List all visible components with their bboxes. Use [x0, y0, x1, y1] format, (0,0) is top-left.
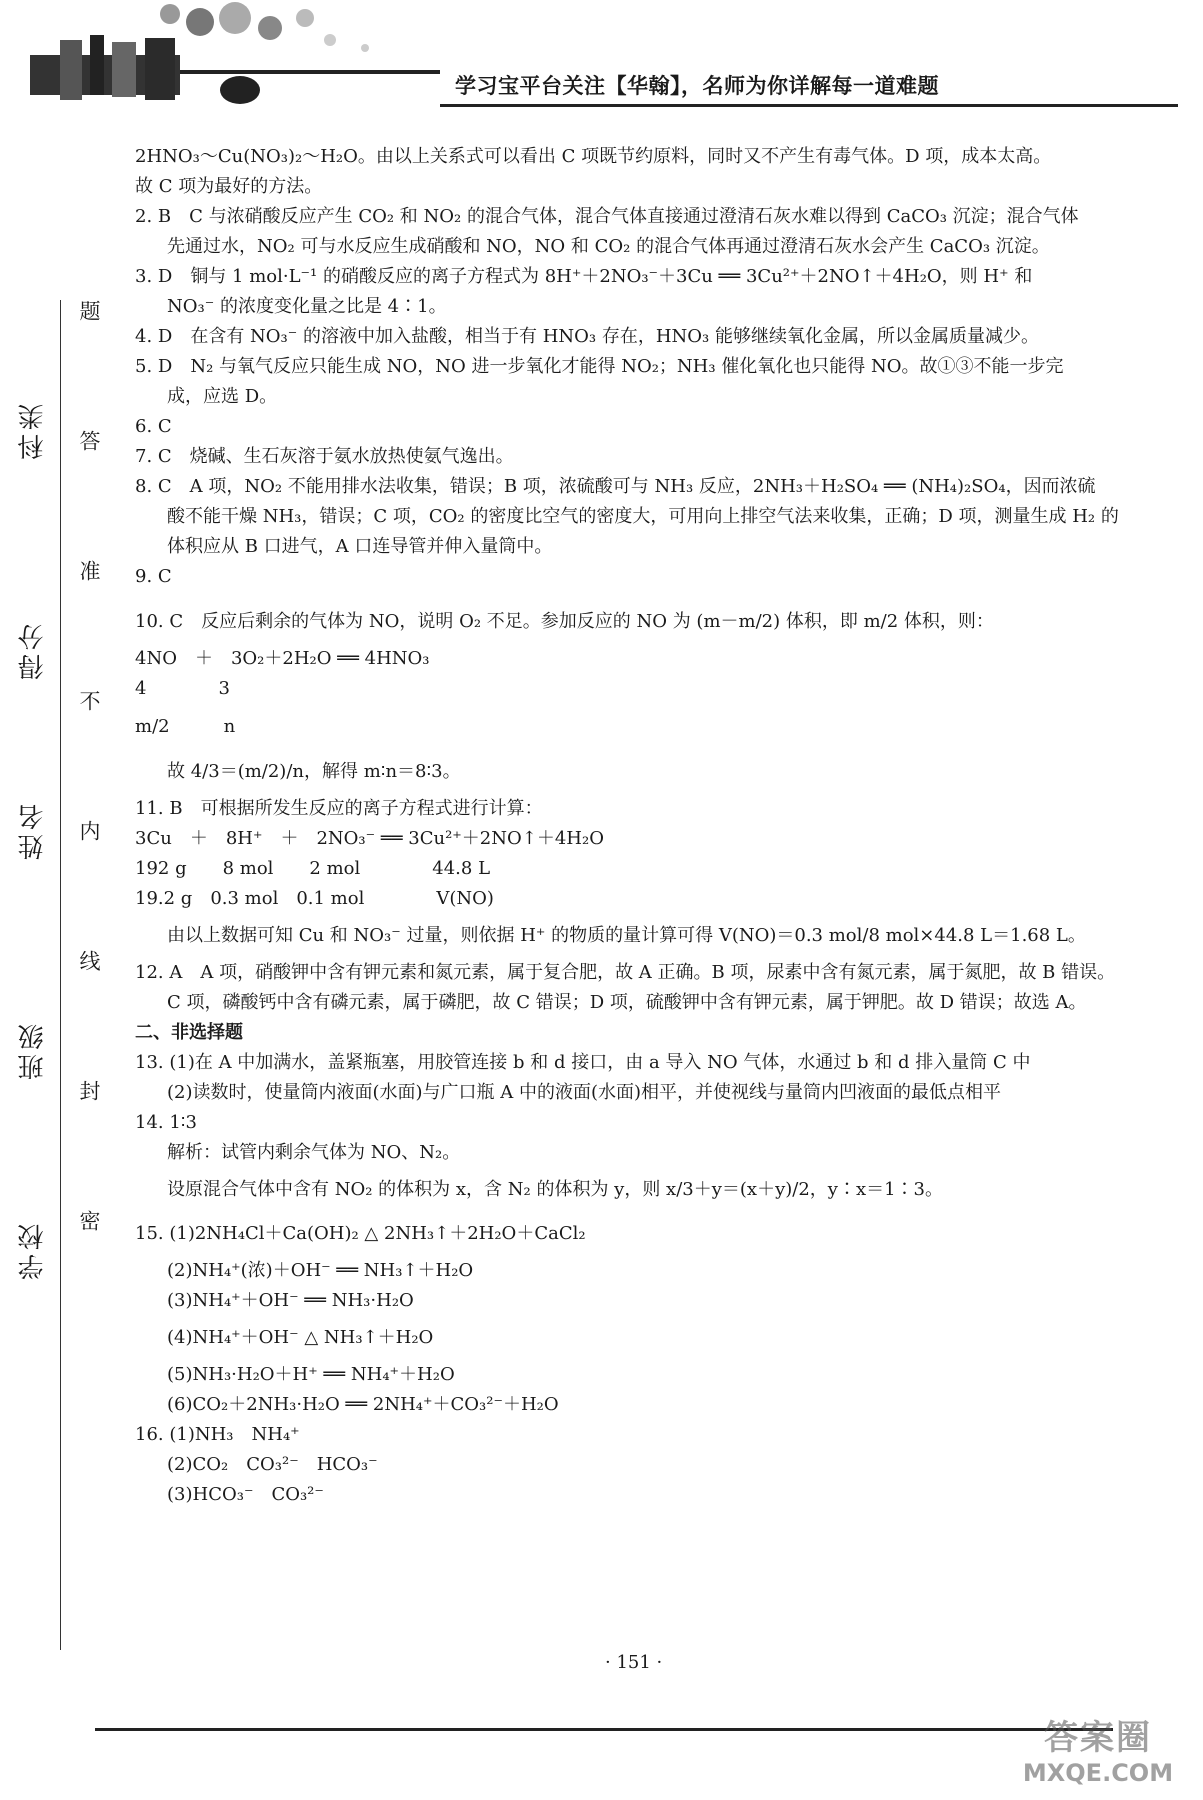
- seal-char-xian: 线: [77, 950, 101, 971]
- header-logo-art: [20, 0, 450, 120]
- answer-line: C 项，磷酸钙中含有磷元素，属于磷肥，故 C 错误；D 项，硫酸钾中含有钾元素，属于钾肥。故 D 错误；故选 A。: [167, 992, 1087, 1013]
- answer-line: 7. C 烧碱、生石灰溶于氨水放热使氨气逸出。: [135, 446, 514, 467]
- answer-line: 体积应从 B 口进气，A 口连导管并伸入量筒中。: [167, 536, 553, 557]
- answer-line: 14. 1∶3: [135, 1112, 197, 1133]
- equation-row: 4NO ＋ 3O₂＋2H₂O ══ 4HNO₃: [135, 648, 430, 669]
- answer-line: 9. C: [135, 566, 172, 587]
- answer-line: (2)CO₂ CO₃²⁻ HCO₃⁻: [167, 1454, 378, 1475]
- answer-line: NO₃⁻ 的浓度变化量之比是 4∶1。: [167, 296, 447, 317]
- answer-line: 酸不能干燥 NH₃，错误；C 项，CO₂ 的密度比空气的密度大，可用向上排空气法来收集，正确；D 项，测量生成 H₂ 的: [167, 506, 1119, 527]
- answer-content: [135, 142, 1190, 1510]
- watermark-en: MXQE.COM: [1022, 1759, 1174, 1787]
- answer-line: 10. C 反应后剩余的气体为 NO，说明 O₂ 不足。参加反应的 NO 为 (m－m/2) 体积，即 m/2 体积，则：: [135, 611, 994, 632]
- equation-row: 19.2 g 0.3 mol 0.1 mol V(NO): [135, 888, 494, 909]
- answer-line: (6)CO₂＋2NH₃·H₂O ══ 2NH₄⁺＋CO₃²⁻＋H₂O: [167, 1394, 559, 1415]
- answer-line: 故 4/3＝(m/2)/n，解得 m∶n＝8∶3。: [167, 761, 461, 782]
- answer-line: 2. B C 与浓硝酸反应产生 CO₂ 和 NO₂ 的混合气体，混合气体直接通过澄清石灰水难以得到 CaCO₃ 沉淀；混合气体: [135, 206, 1079, 227]
- answer-line: (3)HCO₃⁻ CO₃²⁻: [167, 1484, 324, 1505]
- sidebar-label-score: 得分: [18, 620, 48, 680]
- answer-line: 13. (1)在 A 中加满水，盖紧瓶塞，用胶管连接 b 和 d 接口，由 a 导入 NO 气体，水通过 b 和 d 排入量筒 C 中: [135, 1052, 1031, 1073]
- sidebar-label-subject: 科类: [18, 400, 48, 460]
- seal-char-mi: 密: [77, 1210, 101, 1231]
- equation-row: 4 3: [135, 678, 230, 699]
- answer-line: 故 C 项为最好的方法。: [135, 176, 323, 197]
- answer-line: (4)NH₄⁺＋OH⁻ △ NH₃↑＋H₂O: [167, 1327, 434, 1348]
- answer-line: (2)读数时，使量筒内液面(水面)与广口瓶 A 中的液面(水面)相平，并使视线与量筒内凹液面的最低点相平: [167, 1082, 1002, 1103]
- answer-line: 5. D N₂ 与氧气反应只能生成 NO，NO 进一步氧化才能得 NO₂；NH₃ 催化氧化也只能得 NO。故①③不能一步完: [135, 356, 1064, 377]
- answer-line: 6. C: [135, 416, 172, 437]
- section-heading: 二、非选择题: [135, 1022, 243, 1043]
- sidebar-label-class: 班级: [18, 1020, 48, 1080]
- answer-line: (2)NH₄⁺(浓)＋OH⁻ ══ NH₃↑＋H₂O: [167, 1260, 474, 1281]
- sidebar-label-school: 学校: [18, 1220, 48, 1280]
- answer-line: 先通过水，NO₂ 可与水反应生成硝酸和 NO，NO 和 CO₂ 的混合气体再通过澄清石灰水会产生 CaCO₃ 沉淀。: [167, 236, 1050, 257]
- equation-row: m/2 n: [135, 716, 236, 737]
- answer-line: 12. A A 项，硝酸钾中含有钾元素和氮元素，属于复合肥，故 A 正确。B 项，尿素中含有氮元素，属于氮肥，故 B 错误。: [135, 962, 1116, 983]
- seal-char-da: 答: [77, 430, 101, 451]
- answer-line: 设原混合气体中含有 NO₂ 的体积为 x，含 N₂ 的体积为 y，则 x/3＋y＝(x＋y)/2，y∶x＝1∶3。: [167, 1179, 944, 1200]
- answer-line: (3)NH₄⁺＋OH⁻ ══ NH₃·H₂O: [167, 1290, 414, 1311]
- answer-line: 2HNO₃～Cu(NO₃)₂～H₂O。由以上关系式可以看出 C 项既节约原料，同时又不产生有毒气体。D 项，成本太高。: [135, 146, 1052, 167]
- answer-line: 15. (1)2NH₄Cl＋Ca(OH)₂ △ 2NH₃↑＋2H₂O＋CaCl₂: [135, 1223, 586, 1244]
- seal-char-zhun: 准: [77, 560, 101, 581]
- watermark-cn: 答案圈: [1044, 1718, 1152, 1758]
- header-slogan: 学习宝平台关注【华翰】，名师为你详解每一道难题: [455, 74, 939, 98]
- equation-row: 3Cu ＋ 8H⁺ ＋ 2NO₃⁻ ══ 3Cu²⁺＋2NO↑＋4H₂O: [135, 828, 604, 849]
- answer-line: 3. D 铜与 1 mol·L⁻¹ 的硝酸反应的离子方程式为 8H⁺＋2NO₃⁻＋3Cu ══ 3Cu²⁺＋2NO↑＋4H₂O，则 H⁺ 和: [135, 266, 1033, 287]
- answer-line: 解析：试管内剩余气体为 NO、N₂。: [167, 1142, 461, 1163]
- footer-rule: [95, 1728, 1113, 1731]
- answer-line: 成，应选 D。: [167, 386, 278, 407]
- answer-line: 由以上数据可知 Cu 和 NO₃⁻ 过量，则依据 H⁺ 的物质的量计算可得 V(NO)＝0.3 mol/8 mol×44.8 L＝1.68 L。: [167, 925, 1086, 946]
- site-watermark: [1013, 1718, 1183, 1796]
- header-decoration: [20, 0, 450, 120]
- answer-line: 4. D 在含有 NO₃⁻ 的溶液中加入盐酸，相当于有 HNO₃ 存在，HNO₃ 能够继续氧化金属，所以金属质量减少。: [135, 326, 1039, 347]
- header-rule: [440, 104, 1178, 107]
- binding-line: [60, 300, 61, 1650]
- answer-line: 8. C A 项，NO₂ 不能用排水法收集，错误；B 项，浓硫酸可与 NH₃ 反应，2NH₃＋H₂SO₄ ══ (NH₄)₂SO₄，因而浓硫: [135, 476, 1096, 497]
- seal-char-nei: 内: [77, 820, 101, 841]
- answer-line: (5)NH₃·H₂O＋H⁺ ══ NH₄⁺＋H₂O: [167, 1364, 455, 1385]
- seal-char-ti: 题: [77, 300, 101, 321]
- page-number: · 151 ·: [605, 1652, 663, 1673]
- seal-char-bu: 不: [77, 690, 101, 711]
- answer-line: 11. B 可根据所发生反应的离子方程式进行计算：: [135, 798, 543, 819]
- answer-line: 16. (1)NH₃ NH₄⁺: [135, 1424, 300, 1445]
- sidebar-label-name: 姓名: [18, 800, 48, 860]
- seal-char-feng: 封: [77, 1080, 101, 1101]
- equation-row: 192 g 8 mol 2 mol 44.8 L: [135, 858, 491, 879]
